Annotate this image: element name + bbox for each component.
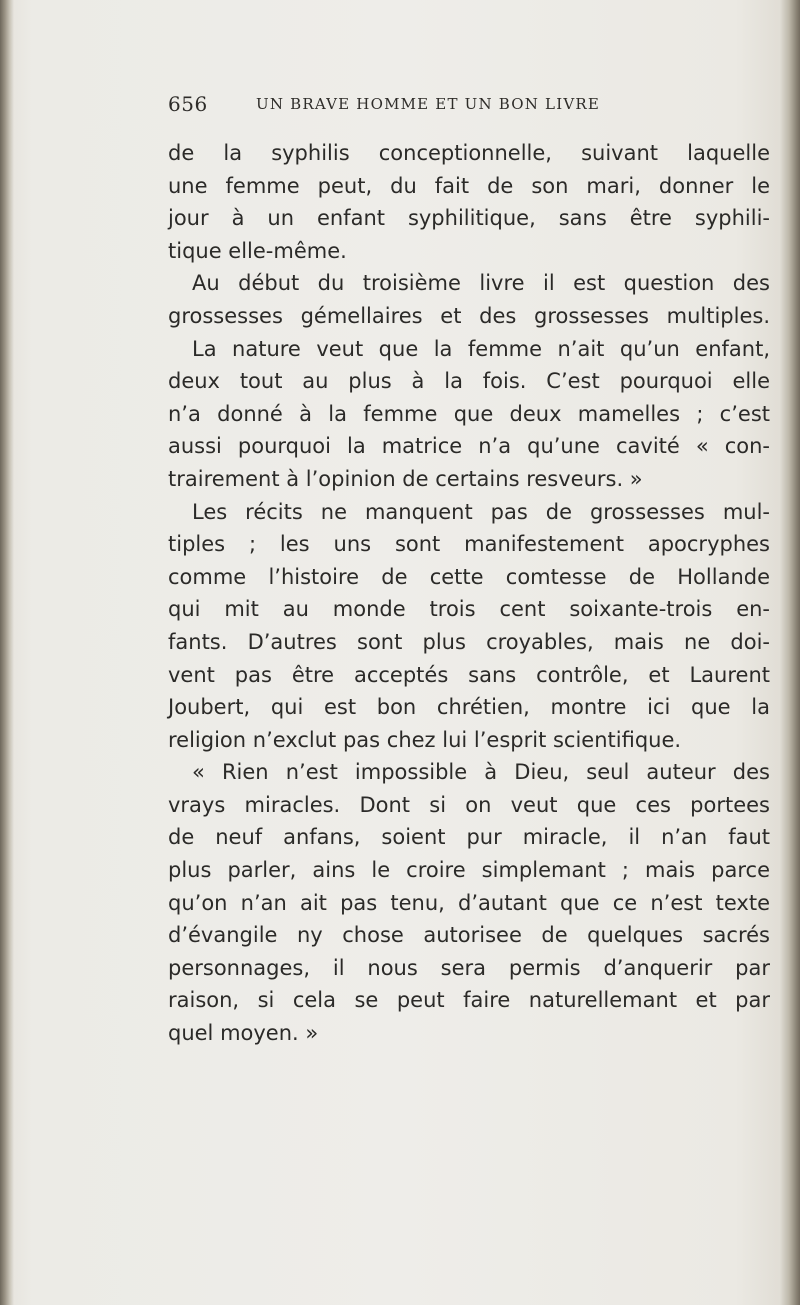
text-line: d’évangile ny chose autorisee de quelques sacrés bbox=[168, 923, 770, 948]
text-line: vrays miracles. Dont si on veut que ces portees bbox=[168, 792, 770, 817]
text-line: aussi pourquoi la matrice n’a qu’une cavité « con- bbox=[168, 434, 770, 459]
text-line: fants. D’autres sont plus croyables, mais ne doi- bbox=[168, 629, 770, 654]
page-binding-shadow bbox=[0, 0, 14, 1305]
text-line: de la syphilis conceptionnelle, suivant laquelle bbox=[168, 141, 770, 165]
body-text bbox=[168, 137, 770, 1050]
text-line: personnages, il nous sera permis d’anquerir par bbox=[168, 955, 770, 980]
text-line: « Rien n’est impossible à Dieu, seul auteur des bbox=[192, 760, 770, 785]
text-line: religion n’exclut pas chez lui l’esprit scientifique. bbox=[168, 727, 682, 752]
page-header bbox=[168, 92, 728, 122]
text-line: deux tout au plus à la fois. C’est pourquoi elle bbox=[168, 369, 770, 394]
running-title: UN BRAVE HOMME ET UN BON LIVRE bbox=[256, 95, 601, 113]
page-edge-shadow bbox=[780, 0, 800, 1305]
text-line: grossesses gémellaires et des grossesses multiples. bbox=[168, 303, 770, 328]
text-line: Joubert, qui est bon chrétien, montre ici que la bbox=[168, 695, 770, 720]
text-line: plus parler, ains le croire simplemant ; mais parce bbox=[168, 858, 770, 883]
text-line: qui mit au monde trois cent soixante-trois en- bbox=[168, 597, 770, 622]
text-line: Au début du troisième livre il est question des bbox=[192, 271, 770, 296]
text-line: La nature veut que la femme n’ait qu’un enfant, bbox=[192, 336, 770, 361]
page-number: 656 bbox=[168, 92, 208, 116]
text-line: qu’on n’an ait pas tenu, d’autant que ce n’est texte bbox=[168, 890, 770, 915]
text-line: une femme peut, du fait de son mari, donner le bbox=[168, 173, 770, 198]
text-line: raison, si cela se peut faire naturellemant et par bbox=[168, 988, 770, 1013]
text-line: de neuf anfans, soient pur miracle, il n’an faut bbox=[168, 825, 770, 850]
text-line: trairement à l’opinion de certains resveurs. » bbox=[168, 466, 643, 491]
text-line: Les récits ne manquent pas de grossesses mul- bbox=[192, 499, 770, 524]
text-line: tique elle-même. bbox=[168, 238, 347, 263]
text-line: vent pas être acceptés sans contrôle, et Laurent bbox=[168, 662, 770, 687]
text-line: n’a donné à la femme que deux mamelles ; c’est bbox=[168, 401, 770, 426]
text-line: comme l’histoire de cette comtesse de Hollande bbox=[168, 564, 770, 589]
text-line: jour à un enfant syphilitique, sans être syphili- bbox=[168, 206, 770, 231]
text-line: tiples ; les uns sont manifestement apocryphes bbox=[168, 532, 770, 557]
text-line: quel moyen. » bbox=[168, 1021, 319, 1046]
